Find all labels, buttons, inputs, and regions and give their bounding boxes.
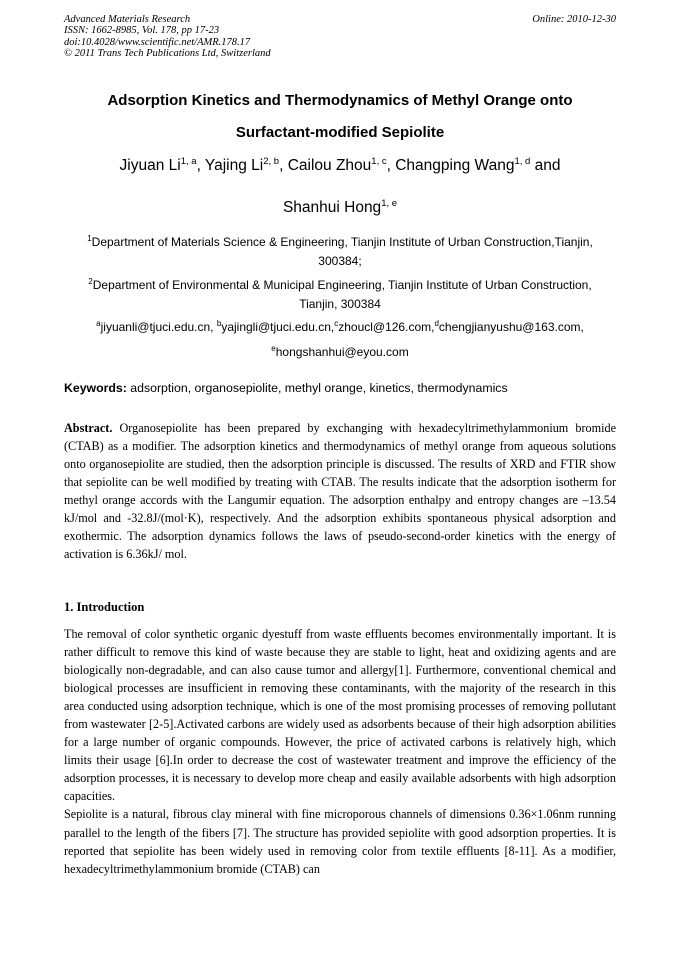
email-address: hongshanhui@eyou.com — [275, 345, 409, 359]
email-mark: a — [96, 319, 101, 328]
email-address: jiyuanli@tjuci.edu.cn, — [100, 320, 214, 334]
keywords-text: adsorption, organosepiolite, methyl orange, kinetics, thermodynamics — [126, 381, 508, 395]
affiliation-mark: 2 — [88, 277, 93, 286]
author-separator: , — [279, 157, 288, 174]
email-address: zhoucl@126.com, — [338, 320, 435, 334]
email-mark: d — [434, 319, 439, 328]
author-emails — [70, 318, 610, 362]
affiliation-2 — [70, 276, 610, 314]
author-name: Cailou Zhou — [287, 157, 372, 174]
affiliation-mark: 1 — [87, 234, 92, 243]
introduction-paragraph-1: The removal of color synthetic organic dyestuff from waste effluents becomes environmentally important. It is rather difficult to remove this kind of waste because they are stable to light, heat and oxidizing agents and are biologically non-degradable, and can also cause tumor and allergy[1]. Furthermore, conventional chemical and biological processes are insufficient in removing these contaminants, with the majority of the research in this area conducted using adsorption technique, which is one of the most promising processes of removing pollutant from wastewater [2-5].Activated carbons are widely used as adsorbents because of their high adsorption abilities for a large number of organic compounds. However, the price of activated carbons is relatively high, which limits their usage [6].In order to decrease the cost of wastewater treatment and improve the efficiency of the adsorption processes, it is necessary to develop more cheap and easily available adsorbents with high adsorption capacities. — [64, 627, 616, 804]
author-separator: , — [196, 157, 205, 174]
paper-title-line-1: Adsorption Kinetics and Thermodynamics of Methyl Orange onto — [107, 92, 573, 109]
copyright-line: © 2011 Trans Tech Publications Ltd, Switzerland — [64, 48, 271, 60]
online-date: Online: 2010-12-30 — [532, 14, 616, 25]
author-separator: and — [530, 157, 561, 174]
introduction-paragraph-2: Sepiolite is a natural, fibrous clay mineral with fine microporous channels of dimensions 0.36×1.06nm running parallel to the length of the fibers [7]. The structure has provided sepiolite with good adsorption properties. It is reported that sepiolite has been widely used in removing color from textile effluents [8-11]. As a modifier, hexadecyltrimethylammonium bromide (CTAB) can — [64, 807, 616, 876]
author-affiliation-mark: 1, e — [381, 198, 398, 209]
email-mark: e — [271, 344, 276, 353]
author-list-line-1 — [64, 157, 616, 175]
author-name: Jiyuan Li — [119, 157, 181, 174]
keywords-label: Keywords: — [64, 381, 127, 395]
author-name: Yajing Li — [204, 157, 264, 174]
introduction-body — [64, 625, 616, 878]
abstract-paragraph — [64, 419, 616, 563]
issn-line: ISSN: 1662-8985, Vol. 178, pp 17-23 — [64, 25, 220, 37]
section-heading-introduction: 1. Introduction — [64, 600, 145, 614]
affiliation-1 — [70, 233, 610, 271]
author-affiliation-mark: 2, b — [263, 156, 280, 167]
author-affiliation-mark: 1, d — [514, 156, 531, 167]
journal-header — [64, 14, 616, 60]
email-address: yajingli@tjuci.edu.cn, — [221, 320, 335, 334]
journal-name: Advanced Materials Research — [64, 14, 191, 25]
affiliation-text: 300384; — [318, 254, 362, 268]
author-affiliation-mark: 1, c — [371, 156, 387, 167]
doi-line: doi:10.4028/www.scientific.net/AMR.178.17 — [64, 36, 251, 48]
abstract-label: Abstract. — [64, 421, 113, 435]
paper-title-line-2: Surfactant-modified Sepiolite — [235, 124, 445, 141]
keywords-line — [64, 381, 616, 395]
author-affiliation-mark: 1, a — [180, 156, 197, 167]
affiliation-text: Department of Environmental & Municipal Engineering, Tianjin Institute of Urban Construction, — [92, 278, 592, 292]
author-name: Changping Wang — [395, 157, 515, 174]
affiliation-text: Tianjin, 300384 — [299, 297, 381, 311]
affiliation-text: Department of Materials Science & Engineering, Tianjin Institute of Urban Construction,Tianjin, — [91, 235, 593, 249]
author-name: Shanhui Hong — [282, 199, 382, 216]
email-mark: c — [334, 319, 339, 328]
abstract-text: Organosepiolite has been prepared by exchanging with hexadecyltrimethylammonium bromide (CTAB) as a modifier. The adsorption kinetics and thermodynamics of methyl orange from aqueous solutions onto organosepiolite are studied, then the adsorption principle is discussed. The results of XRD and FTIR show that sepiolite can be well modified by treating with CTAB. The results indicate that the adsorption isotherm for methyl orange accords with the Langumir equation. The adsorption enthalpy and entropy changes are –13.54 kJ/mol and -32.8J/(mol·K), respectively. And the adsorption exhibits spontaneous physical adsorption and exothermic. The adsorption dynamics follows the laws of pseudo-second-order kinetics with the energy of activation is 6.36kJ/ mol. — [64, 421, 616, 562]
author-list-line-2 — [64, 199, 616, 217]
email-mark: b — [216, 319, 222, 328]
email-address: chengjianyushu@163.com, — [438, 320, 584, 334]
author-separator: , — [386, 157, 396, 174]
